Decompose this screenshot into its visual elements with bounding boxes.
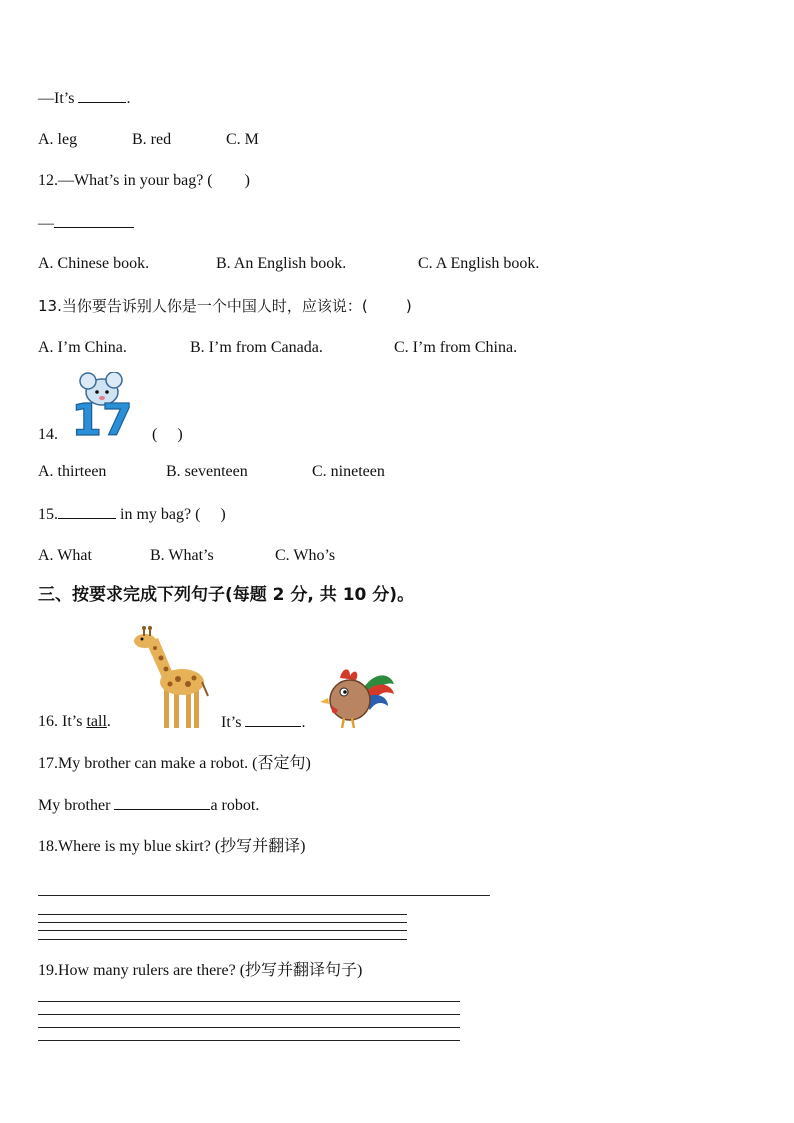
section-3-heading xyxy=(38,585,414,605)
seventeen-numeral: 17 xyxy=(71,395,133,438)
q13-options xyxy=(38,338,517,358)
q13-question xyxy=(38,296,412,316)
q17-question xyxy=(38,754,311,774)
q15-answer-blank[interactable] xyxy=(58,504,116,519)
q17-answer-suffix: a robot. xyxy=(210,797,260,814)
q14-number: 14. xyxy=(38,426,58,443)
q17-answer-blank[interactable] xyxy=(114,795,210,810)
q16-underlined-word: tall xyxy=(86,713,107,730)
mouse-seventeen-icon xyxy=(64,372,140,438)
q11-option-a[interactable]: A. leg xyxy=(38,131,78,148)
q18-question xyxy=(38,837,306,857)
q16-second-end: . xyxy=(301,714,306,731)
q14-options xyxy=(38,462,385,482)
q14-paren-line xyxy=(152,425,183,445)
q15-options xyxy=(38,546,335,566)
q16-sentence xyxy=(38,712,111,732)
q13-option-c[interactable]: C. I’m from China. xyxy=(394,339,518,356)
q19-question-text: 19.How many rulers are there? (抄写并翻译句子) xyxy=(38,962,363,979)
q17-question-text: 17.My brother can make a robot. (否定句) xyxy=(38,755,311,772)
q19-writing-line-3[interactable] xyxy=(38,1027,460,1028)
q15-question xyxy=(38,504,226,525)
section-3-heading-text: 三、按要求完成下列句子(每题 2 分, 共 10 分)。 xyxy=(38,585,415,605)
q19-question xyxy=(38,961,362,981)
q12-option-a[interactable]: A. Chinese book. xyxy=(38,255,150,272)
q15-option-c[interactable]: C. Who’s xyxy=(275,547,336,564)
q16-answer xyxy=(221,712,305,733)
q12-answer-line xyxy=(38,213,134,234)
q15-number: 15. xyxy=(38,506,58,523)
q11-answer-prefix: —It’s xyxy=(38,90,75,107)
q18-writing-line-2[interactable] xyxy=(38,914,407,915)
q13-option-a[interactable]: A. I’m China. xyxy=(38,339,127,356)
q12-options xyxy=(38,254,539,274)
q15-question-rest: in my bag? ( ) xyxy=(120,506,226,523)
q15-option-b[interactable]: B. What’s xyxy=(150,547,214,564)
q11-answer-end: . xyxy=(126,90,131,107)
q18-writing-line-4[interactable] xyxy=(38,930,407,931)
q14-question xyxy=(38,425,58,445)
q13-option-b[interactable]: B. I’m from Canada. xyxy=(190,339,323,356)
q18-question-text: 18.Where is my blue skirt? (抄写并翻译) xyxy=(38,838,306,855)
q12-question xyxy=(38,171,250,191)
q11-options xyxy=(38,130,259,150)
q12-question-text: 12.—What’s in your bag? xyxy=(38,172,204,189)
q12-option-c[interactable]: C. A English book. xyxy=(418,255,540,272)
q16-second-prefix: It’s xyxy=(221,714,242,731)
q19-writing-line-1[interactable] xyxy=(38,1001,460,1002)
q18-writing-line-5[interactable] xyxy=(38,939,407,940)
q19-writing-line-2[interactable] xyxy=(38,1014,460,1015)
q16-end: . xyxy=(106,713,111,730)
q13-question-text: 13.当你要告诉别人你是一个中国人时，应该说：( ) xyxy=(38,297,412,315)
q17-answer-prefix: My brother xyxy=(38,797,111,814)
q14-option-a[interactable]: A. thirteen xyxy=(38,463,107,480)
q15-option-a[interactable]: A. What xyxy=(38,547,92,564)
q18-writing-line-3[interactable] xyxy=(38,922,407,923)
q12-answer-paren[interactable]: ( ) xyxy=(207,172,250,189)
q11-option-b[interactable]: B. red xyxy=(132,131,172,148)
q17-answer xyxy=(38,795,259,816)
q14-option-c[interactable]: C. nineteen xyxy=(312,463,385,480)
q14-answer-paren[interactable]: ( ) xyxy=(152,426,183,443)
q12-option-b[interactable]: B. An English book. xyxy=(216,255,347,272)
q18-writing-line-1[interactable] xyxy=(38,895,490,896)
q14-option-b[interactable]: B. seventeen xyxy=(166,463,248,480)
rooster-icon xyxy=(316,660,398,730)
q12-answer-blank[interactable] xyxy=(54,213,134,228)
q11-answer-blank[interactable] xyxy=(78,88,126,103)
q19-writing-line-4[interactable] xyxy=(38,1040,460,1041)
q16-prefix: 16. It’s xyxy=(38,713,83,730)
q11-answer-line xyxy=(38,88,130,109)
q11-option-c[interactable]: C. M xyxy=(226,131,259,148)
q12-answer-dash: — xyxy=(38,215,54,232)
giraffe-icon xyxy=(128,624,212,730)
q16-answer-blank[interactable] xyxy=(245,712,301,727)
